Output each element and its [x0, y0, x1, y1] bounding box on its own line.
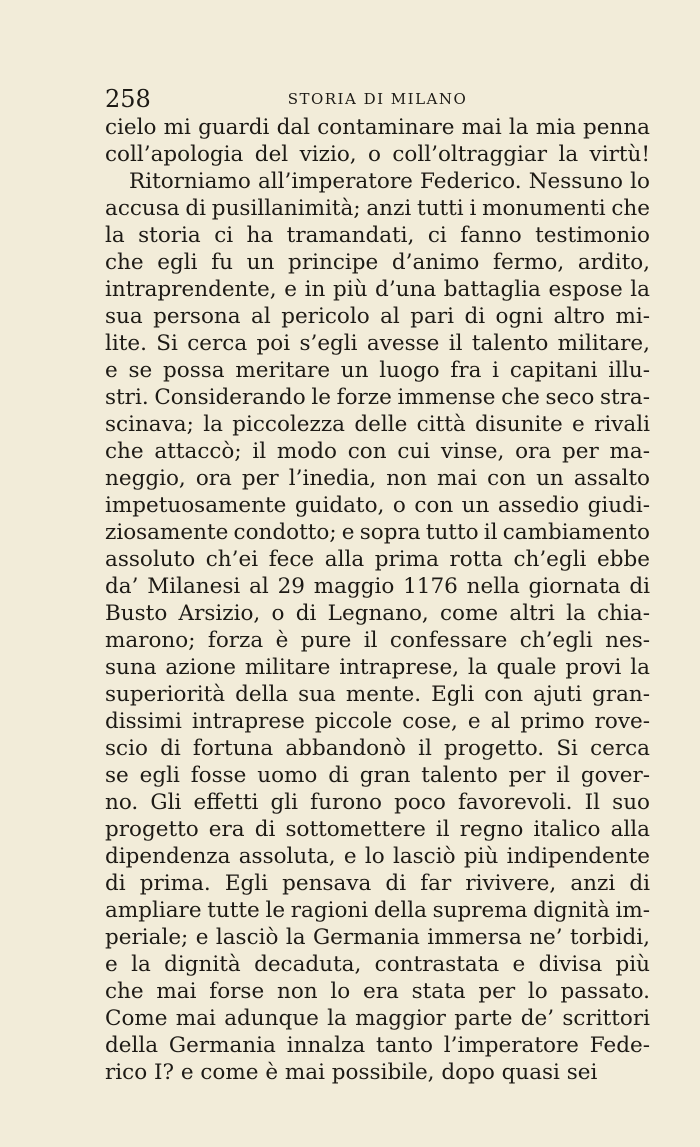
text-line: ampliare tutte le ragioni della suprema dignità im- — [105, 898, 650, 923]
text-line: assoluto ch’ei fece alla prima rotta ch’egli ebbe — [105, 547, 650, 572]
text-line: della Germania innalza tanto l’imperatore Fede- — [105, 1033, 650, 1058]
text-line: e la dignità decaduta, contrastata e divisa più — [105, 952, 650, 977]
text-line: accusa di pusillanimità; anzi tutti i monumenti che — [105, 196, 650, 221]
text-line: sua persona al pericolo al pari di ogni altro mi- — [105, 304, 650, 329]
text-line: periale; e lasciò la Germania immersa ne’ torbidi, — [105, 925, 650, 950]
text-line: di prima. Egli pensava di far rivivere, anzi di — [105, 871, 650, 896]
text-line: che attaccò; il modo con cui vinse, ora per ma- — [105, 439, 650, 464]
text-line: Come mai adunque la maggior parte de’ scrittori — [105, 1006, 650, 1031]
text-line: la storia ci ha tramandati, ci fanno testimonio — [105, 223, 650, 248]
text-line: impetuosamente guidato, o con un assedio giudi- — [105, 493, 650, 518]
text-line: neggio, ora per l’inedia, non mai con un assalto — [105, 466, 650, 491]
text-line: intraprendente, e in più d’una battaglia espose la — [105, 277, 650, 302]
text-line: stri. Considerando le forze immense che seco stra- — [105, 385, 650, 410]
text-line: dipendenza assoluta, e lo lasciò più indipendente — [105, 844, 650, 869]
body-text — [105, 114, 650, 1086]
text-line: che mai forse non lo era stata per lo passato. — [105, 979, 650, 1004]
page-number: 258 — [105, 85, 151, 113]
text-line: lite. Si cerca poi s’egli avesse il talento militare, — [105, 331, 650, 356]
text-line: superiorità della sua mente. Egli con ajuti gran- — [105, 682, 650, 707]
text-line: che egli fu un principe d’animo fermo, ardito, — [105, 250, 650, 275]
text-line: da’ Milanesi al 29 maggio 1176 nella giornata di — [105, 574, 650, 599]
page-header — [105, 82, 650, 116]
text-line: suna azione militare intraprese, la quale provi la — [105, 655, 650, 680]
text-line: dissimi intraprese piccole cose, e al primo rove- — [105, 709, 650, 734]
text-line: progetto era di sottomettere il regno italico alla — [105, 817, 650, 842]
text-line: marono; forza è pure il confessare ch’egli nes- — [105, 628, 650, 653]
text-line: rico I? e come è mai possibile, dopo quasi sei — [105, 1060, 598, 1085]
text-line: coll’apologia del vizio, o coll’oltraggiar la virtù! — [105, 142, 650, 167]
text-line: ziosamente condotto; e sopra tutto il cambiamento — [105, 520, 650, 545]
text-line: Ritorniamo all’imperatore Federico. Nessuno lo — [129, 169, 650, 194]
text-line: no. Gli effetti gli furono poco favorevoli. Il suo — [105, 790, 650, 815]
text-line: Busto Arsizio, o di Legnano, come altri la chia- — [105, 601, 650, 626]
running-title: STORIA DI MILANO — [287, 90, 468, 108]
text-line: e se possa meritare un luogo fra i capitani illu- — [105, 358, 650, 383]
text-line: se egli fosse uomo di gran talento per il gover- — [105, 763, 650, 788]
text-line: cielo mi guardi dal contaminare mai la mia penna — [105, 115, 650, 140]
text-line: scinava; la piccolezza delle città disunite e rivali — [105, 412, 650, 437]
text-line: scio di fortuna abbandonò il progetto. Si cerca — [105, 736, 650, 761]
